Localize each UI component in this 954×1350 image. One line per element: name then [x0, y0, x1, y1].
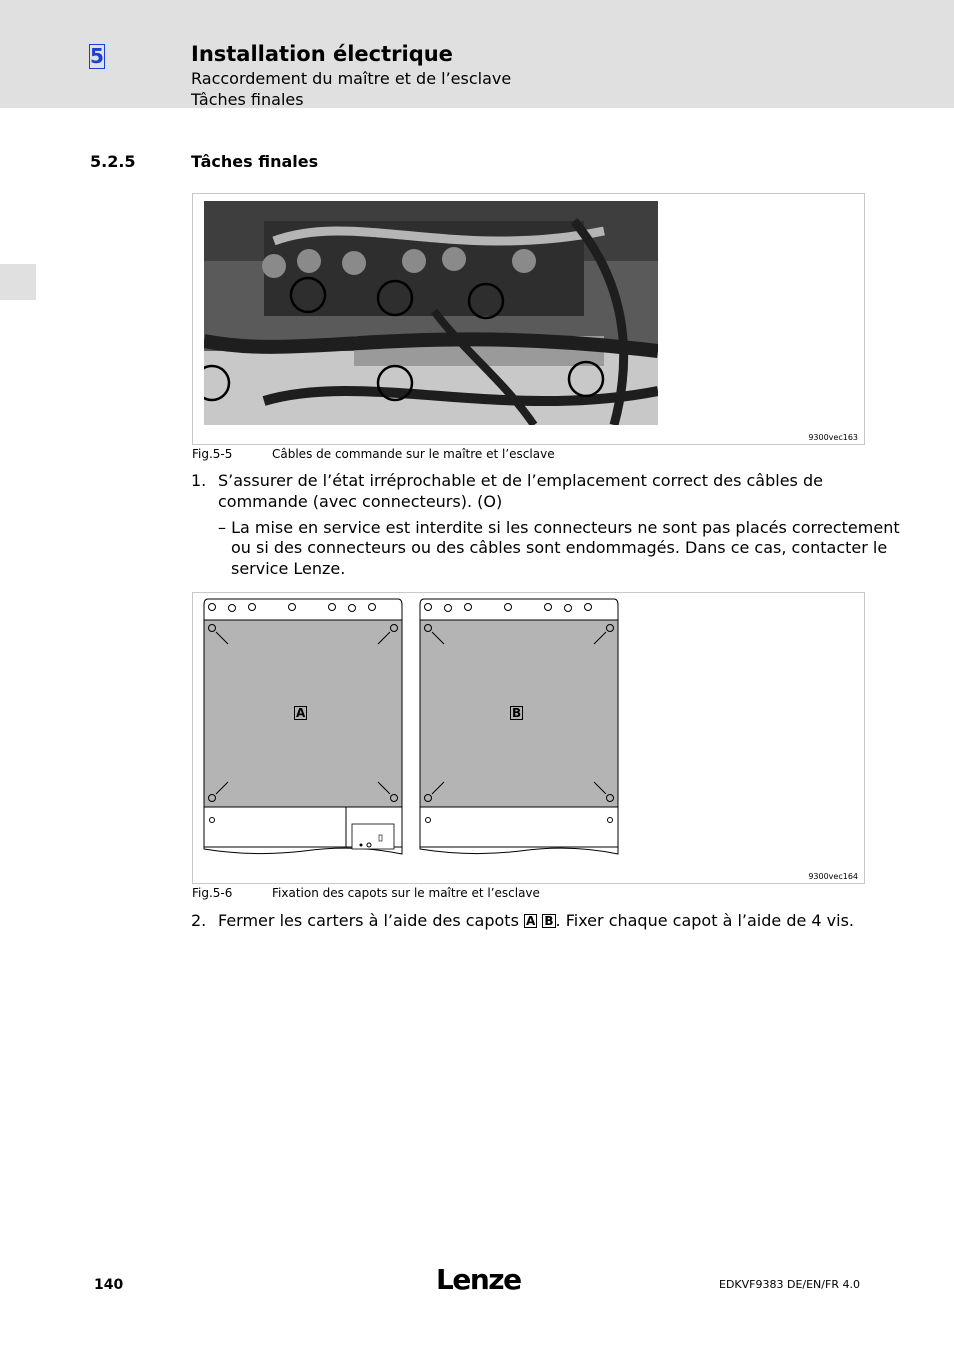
header-band: [0, 0, 954, 108]
document-id: EDKVF9383 DE/EN/FR 4.0: [719, 1278, 860, 1291]
step-2-text: [218, 910, 854, 931]
step-1-note-line-3: service Lenze.: [231, 559, 346, 578]
cover-a-symbol: A: [296, 706, 306, 720]
side-tab: [0, 264, 36, 300]
cover-b-symbol: B: [512, 706, 522, 720]
figure-2-caption: Fixation des capots sur le maître et l’esclave: [272, 886, 540, 900]
step-1-number: 1.: [191, 471, 207, 490]
slave-unit: [420, 599, 618, 854]
figure-2-label: Fig.5-6: [192, 886, 233, 900]
chapter-number: 5: [90, 44, 104, 68]
step-2-text-before: Fermer les carters à l’aide des capots: [218, 911, 519, 930]
control-cables-photo: [204, 201, 658, 425]
cover-fixing-drawing: [193, 593, 864, 883]
figure-1-caption: Câbles de commande sur le maître et l’esclave: [272, 447, 555, 461]
step-2-text-after: . Fixer chaque capot à l’aide de 4 vis.: [555, 911, 855, 930]
step-2-symbol-b: B: [544, 914, 554, 928]
page-number: 140: [94, 1277, 124, 1293]
subtitle-2: Tâches finales: [191, 90, 304, 109]
step-2-number: 2.: [191, 911, 207, 930]
figure-2-code: 9300vec164: [808, 872, 858, 881]
figure-2-frame: [192, 592, 865, 884]
step-1-line-1: S’assurer de l’état irréprochable et de l’emplacement correct des câbles de: [218, 471, 823, 490]
master-unit: [204, 599, 402, 854]
step-1-line-2: commande (avec connecteurs). (O): [218, 492, 503, 511]
step-1-note-line-2: ou si des connecteurs ou des câbles sont endommagés. Dans ce cas, contacter le: [231, 538, 888, 557]
step-1-note-line-1: – La mise en service est interdite si les connecteurs ne sont pas placés correctement: [218, 518, 900, 537]
step-2-symbol-a: A: [526, 914, 536, 928]
subtitle-1: Raccordement du maître et de l’esclave: [191, 69, 512, 88]
figure-1-code: 9300vec163: [808, 433, 858, 442]
lenze-logo: Lenze: [436, 1263, 521, 1296]
section-title: Tâches finales: [191, 152, 319, 171]
section-number: 5.2.5: [90, 152, 136, 171]
figure-1-frame: [192, 193, 865, 445]
chapter-title: Installation électrique: [191, 42, 453, 66]
figure-1-label: Fig.5-5: [192, 447, 233, 461]
